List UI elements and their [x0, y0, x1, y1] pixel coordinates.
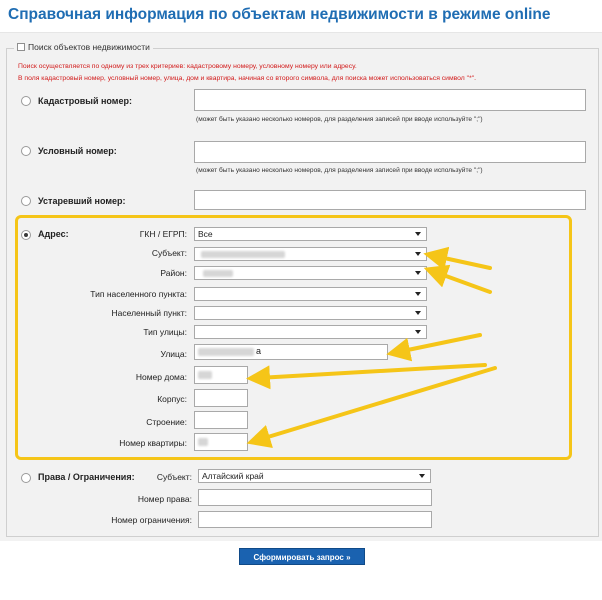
- subject-label: Субъект:: [151, 248, 187, 258]
- house-label: Номер дома:: [135, 372, 187, 382]
- arrow-to-street: [398, 335, 480, 352]
- district-label: Район:: [160, 268, 187, 278]
- structure-label: Строение:: [146, 417, 187, 427]
- outdated-label: Устаревший номер:: [38, 196, 126, 206]
- arrow-to-apartment: [258, 368, 495, 440]
- address-label: Адрес:: [38, 229, 69, 239]
- street-type-label: Тип улицы:: [143, 327, 187, 337]
- rights-label: Права / Ограничения:: [38, 472, 135, 482]
- rights-subject-label: Субъект:: [156, 472, 192, 482]
- conditional-label: Условный номер:: [38, 146, 117, 156]
- submit-button[interactable]: Сформировать запрос »: [239, 548, 365, 565]
- cadastral-hint: (может быть указано несколько номеров, для разделения записей при вводе используйте ";"): [196, 116, 483, 123]
- gkn-value: Все: [198, 229, 213, 239]
- settlement-label: Населенный пункт:: [111, 308, 187, 318]
- right-number-label: Номер права:: [137, 494, 192, 504]
- rights-subject-value: Алтайский край: [202, 471, 264, 481]
- street-label: Улица:: [160, 349, 187, 359]
- building-label: Корпус:: [157, 394, 187, 404]
- search-note-1: Поиск осуществляется по одному из трех критериев: кадастровому номеру, условному номеру или адресу.: [18, 63, 357, 70]
- legend-label: Поиск объектов недвижимости: [28, 42, 150, 52]
- settlement-type-label: Тип населенного пункта:: [90, 289, 187, 299]
- arrow-to-district: [435, 272, 490, 292]
- restriction-number-label: Номер ограничения:: [111, 515, 192, 525]
- conditional-hint: (может быть указано несколько номеров, для разделения записей при вводе используйте ";"): [196, 167, 483, 174]
- gkn-label: ГКН / ЕГРП:: [139, 229, 187, 239]
- apartment-label: Номер квартиры:: [119, 438, 187, 448]
- street-value: а: [256, 346, 262, 356]
- arrow-to-subject: [435, 256, 490, 268]
- search-note-2: В поля кадастровый номер, условный номер, улица, дом и квартира, начиная со второго символа, для поиска может использоваться символ "*".: [18, 75, 477, 82]
- arrow-to-house: [258, 365, 485, 378]
- page-title: Справочная информация по объектам недвижимости в режиме online: [8, 6, 551, 23]
- cadastral-label: Кадастровый номер:: [38, 96, 132, 106]
